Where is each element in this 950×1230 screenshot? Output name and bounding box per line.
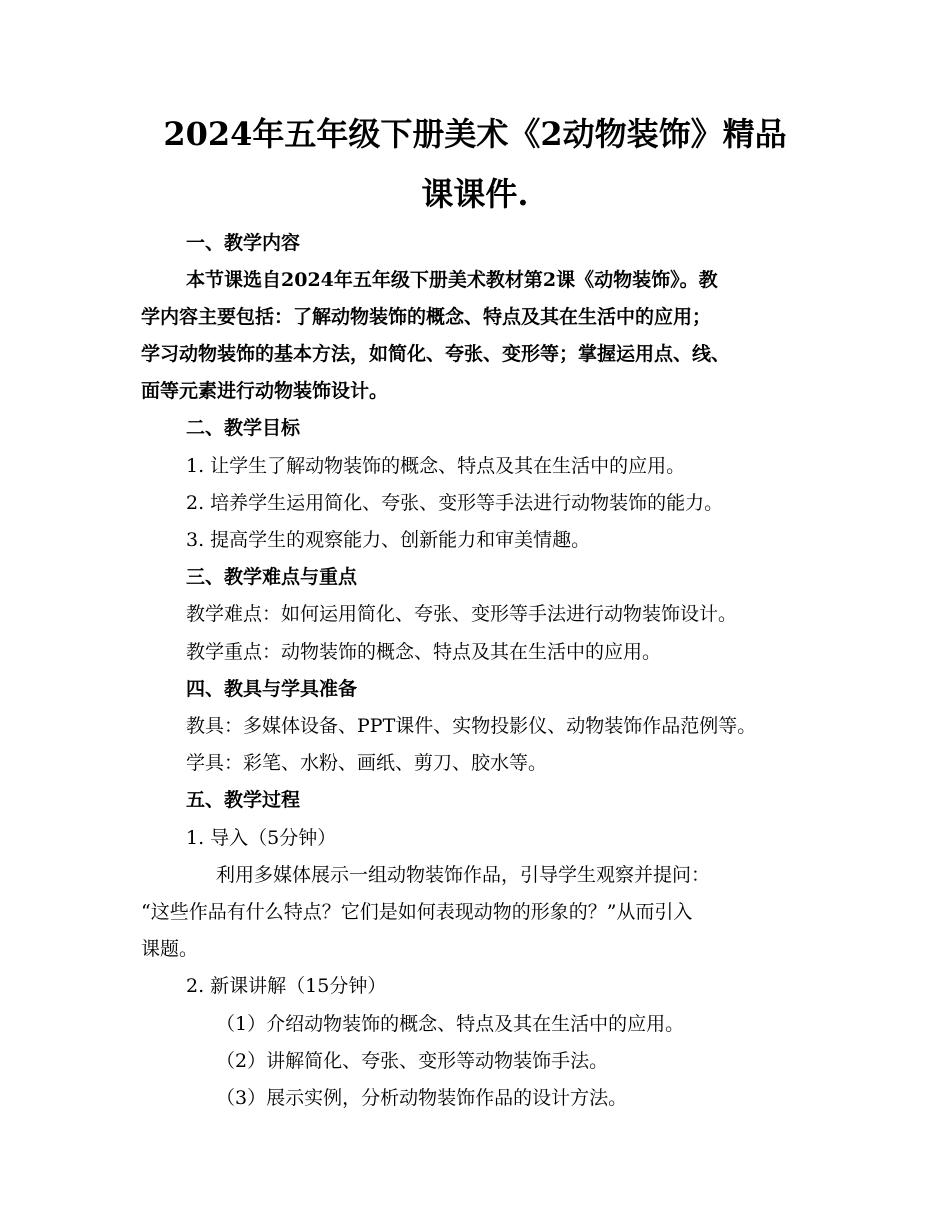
list-item: 学具：彩笔、水粉、画纸、剪刀、胶水等。 [186,752,548,774]
list-item: （2）讲解简化、夸张、变形等动物装饰手法。 [216,1050,609,1072]
paragraph-line: 学内容主要包括：了解动物装饰的概念、特点及其在生活中的应用； [141,306,712,328]
paragraph-line: “这些作品有什么特点？它们是如何表现动物的形象的？”从而引入 [141,901,693,923]
list-item: （3）展示实例，分析动物装饰作品的设计方法。 [216,1087,628,1109]
section-heading-key-points: 三、教学难点与重点 [186,566,358,588]
section-heading-content: 一、教学内容 [186,232,301,254]
document-title-line-1: 2024年五年级下册美术《2动物装饰》精品 [163,115,787,153]
process-step: 2. 新课讲解（15分钟） [186,975,387,997]
list-item: 3. 提高学生的观察能力、创新能力和审美情趣。 [186,529,591,551]
list-item: 1. 让学生了解动物装饰的概念、特点及其在生活中的应用。 [186,455,686,477]
paragraph-line: 利用多媒体展示一组动物装饰作品，引导学生观察并提问： [216,864,711,886]
section-heading-materials: 四、教具与学具准备 [186,678,358,700]
section-heading-objectives: 二、教学目标 [186,417,301,439]
list-item: （1）介绍动物装饰的概念、特点及其在生活中的应用。 [216,1013,685,1035]
list-item: 教学难点：如何运用简化、夸张、变形等手法进行动物装饰设计。 [186,603,738,625]
paragraph-line: 面等元素进行动物装饰设计。 [141,380,389,402]
document-title-line-2: 课课件. [421,175,529,213]
paragraph-line: 本节课选自2024年五年级下册美术教材第2课《动物装饰》。教 [186,269,718,291]
paragraph-line: 学习动物装饰的基本方法，如简化、夸张、变形等；掌握运用点、线、 [141,343,731,365]
list-item: 2. 培养学生运用简化、夸张、变形等手法进行动物装饰的能力。 [186,492,724,514]
process-step: 1. 导入（5分钟） [186,827,337,849]
section-heading-process: 五、教学过程 [186,789,301,811]
paragraph-line: 课题。 [141,938,199,960]
list-item: 教具：多媒体设备、PPT课件、实物投影仪、动物装饰作品范例等。 [186,715,757,737]
list-item: 教学重点：动物装饰的概念、特点及其在生活中的应用。 [186,641,662,663]
